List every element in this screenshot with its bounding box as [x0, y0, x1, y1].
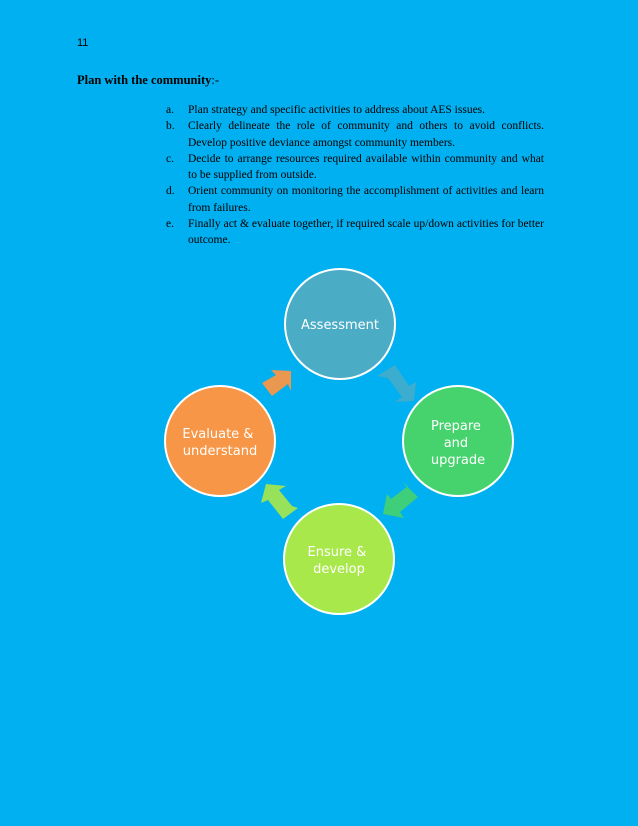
- stage-label-line: Ensure &: [307, 545, 367, 560]
- section-title: Plan with the community: [77, 73, 212, 87]
- list-item-text: Clearly delineate the role of community and others to avoid conflicts. Develop positive deviance amongst community members.: [188, 120, 544, 149]
- list-marker: a.: [166, 104, 174, 116]
- list-marker: c.: [166, 152, 174, 165]
- stage-label-line: upgrade: [430, 453, 486, 468]
- arrow-assessment-to-prepare: [377, 365, 416, 402]
- list-item-text: Decide to arrange resources required available within community and what to be supplied from outside.: [188, 152, 544, 182]
- stage-label-line: Prepare: [430, 419, 481, 434]
- stage-label-line: develop: [313, 562, 365, 577]
- arrow-prepare-to-ensure: [383, 482, 418, 518]
- list-marker: b.: [166, 120, 175, 133]
- arrow-ensure-to-evaluate: [261, 484, 298, 519]
- arrow-evaluate-to-assessment: [262, 370, 291, 396]
- stage-assessment-label: [301, 318, 379, 333]
- section-title-suffix: :-: [211, 73, 220, 87]
- page-number: 11: [77, 37, 89, 49]
- stage-label-line: and: [443, 436, 469, 451]
- list-item-text: Orient community on monitoring the accomplishment of activities and learn from failures.: [188, 185, 544, 214]
- list-item-text: Plan strategy and specific activities to address about AES issues.: [188, 104, 486, 116]
- stage-label-line: Evaluate &: [182, 427, 254, 442]
- list-item-text: Finally act & evaluate together, if required scale up/down activities for better outcome.: [188, 218, 544, 247]
- list-marker: e.: [166, 218, 174, 231]
- stage-label-line: understand: [182, 444, 258, 459]
- list-marker: d.: [166, 185, 175, 198]
- stage-label-line: Assessment: [301, 318, 379, 333]
